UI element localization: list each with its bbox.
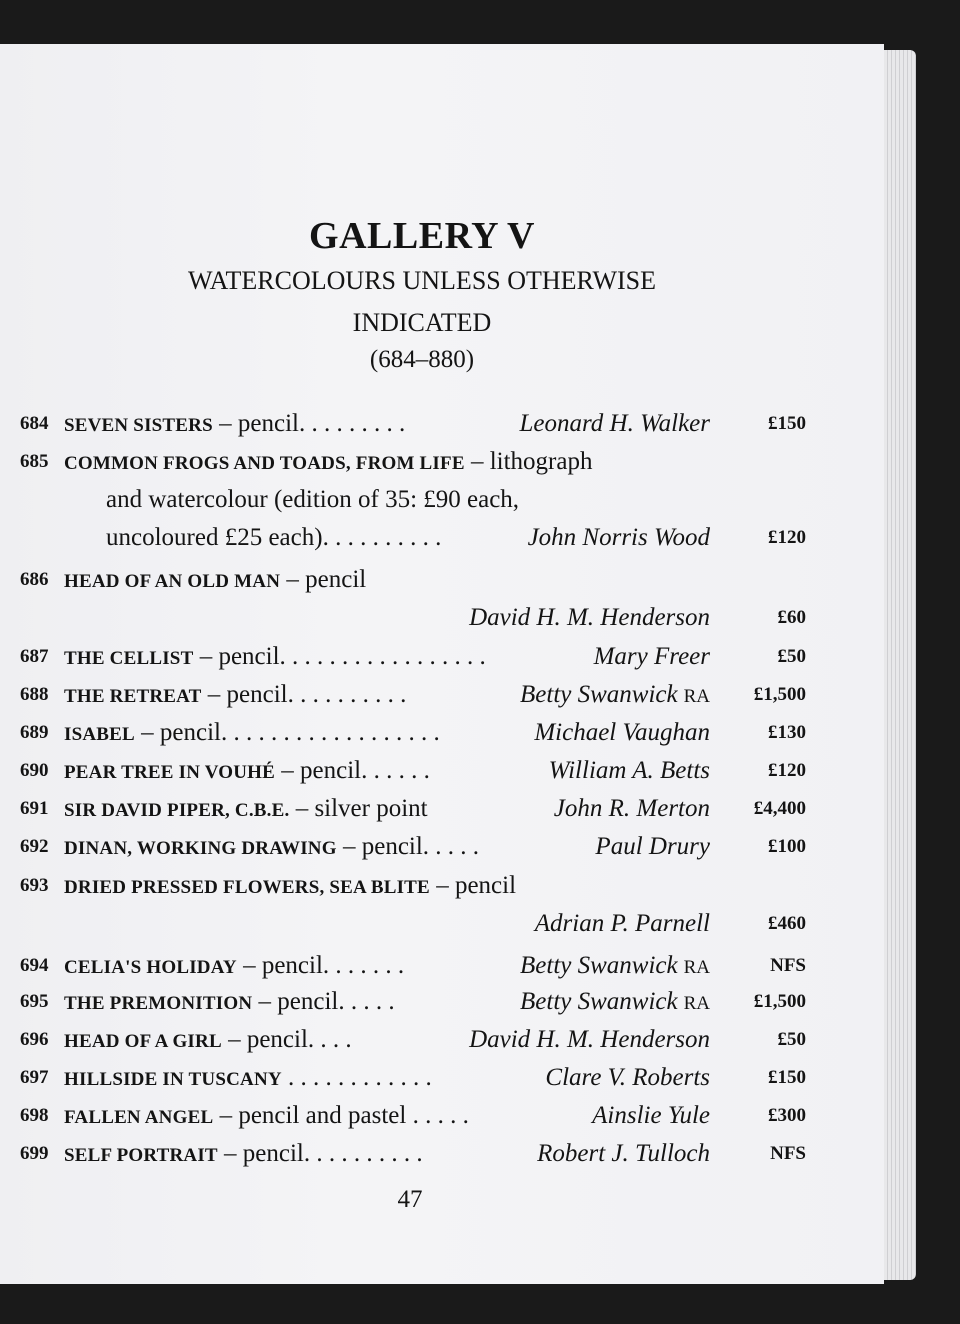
entry-artist: David H. M. Henderson	[469, 604, 710, 631]
gallery-subtitle-line1: WATERCOLOURS UNLESS OTHERWISE	[187, 266, 656, 295]
entry-medium: – silver point	[289, 795, 428, 822]
entry-medium: – pencil. . . . .	[336, 833, 480, 860]
entry-continuation-text: uncoloured £25 each). . . . . . . . . .	[106, 524, 442, 551]
entry-price: £1,500	[753, 684, 806, 705]
catalogue-entry-continuation	[20, 905, 806, 943]
entry-number: 691	[20, 798, 49, 819]
entry-title: DINAN, WORKING DRAWING	[64, 838, 337, 859]
gallery-header	[0, 214, 844, 378]
entry-price: £60	[777, 607, 806, 628]
entry-artist: John Norris Wood	[527, 524, 710, 551]
entry-medium: – pencil. . . . . . . . . . . . . . . . . .	[134, 719, 440, 746]
entry-medium: – pencil. . . . . . . . . . . . . . . . .	[193, 643, 486, 670]
entry-artist: Leonard H. Walker	[519, 410, 710, 437]
entry-number: 685	[20, 451, 49, 472]
catalogue-entry	[20, 1059, 806, 1097]
entry-artist: Adrian P. Parnell	[534, 910, 710, 937]
entry-medium: – pencil	[429, 872, 517, 899]
entry-artist: Robert J. Tulloch	[537, 1140, 710, 1167]
page-number: 47	[397, 1186, 423, 1213]
catalogue-entry	[20, 983, 806, 1021]
entry-artist: William A. Betts	[548, 757, 710, 784]
entry-artist: Clare V. Roberts	[545, 1064, 710, 1091]
entry-artist	[520, 947, 710, 987]
catalogue-entry-continuation	[20, 519, 806, 557]
catalogue-entry-continuation	[20, 599, 806, 637]
entry-medium: – pencil. . . . .	[252, 988, 395, 1015]
entry-price: £4,400	[753, 798, 806, 819]
catalogue-entry	[20, 714, 806, 752]
entry-artist-name: Betty Swanwick	[520, 952, 678, 979]
entry-artist: Paul Drury	[595, 833, 710, 860]
entry-title: THE PREMONITION	[64, 993, 253, 1014]
entry-artist: David H. M. Henderson	[469, 1026, 710, 1053]
catalogue-entry-continuation	[20, 481, 806, 519]
entry-medium: – pencil. . . . . . . . . .	[201, 681, 407, 708]
entry-title: PEAR TREE IN VOUHÉ	[64, 762, 276, 783]
entry-artist-name: Betty Swanwick	[520, 681, 678, 708]
entry-price: £150	[768, 1067, 806, 1088]
entry-number: 686	[20, 569, 49, 590]
entry-title: THE CELLIST	[64, 648, 194, 669]
entry-medium: – pencil. . . .	[221, 1026, 352, 1053]
entry-title: DRIED PRESSED FLOWERS, SEA BLITE	[64, 877, 430, 898]
entry-medium: – pencil and pastel . . . . .	[213, 1102, 469, 1129]
entry-number: 690	[20, 760, 49, 781]
entry-artist	[520, 676, 710, 716]
entry-price: NFS	[770, 1143, 806, 1164]
entry-title: SIR DAVID PIPER, C.B.E.	[64, 800, 290, 821]
catalogue-entry	[20, 867, 806, 905]
entry-number: 692	[20, 836, 49, 857]
entry-medium: . . . . . . . . . . . .	[281, 1064, 432, 1091]
entry-price: £150	[768, 413, 806, 434]
entry-number: 699	[20, 1143, 49, 1164]
catalogue-entry	[20, 828, 806, 866]
entry-price: £1,500	[753, 991, 806, 1012]
entry-number: 684	[20, 413, 49, 434]
entry-number: 698	[20, 1105, 49, 1126]
entry-medium: – lithograph	[464, 448, 593, 475]
catalogue-entry	[20, 561, 806, 599]
entry-number: 688	[20, 684, 49, 705]
entry-price: £50	[777, 1029, 806, 1050]
entry-medium: – pencil	[280, 566, 367, 593]
entry-medium: – pencil. . . . . . .	[236, 952, 405, 979]
catalogue-entry	[20, 676, 806, 714]
catalogue-range: (684–880)	[369, 346, 475, 373]
entry-price: £120	[768, 527, 806, 548]
catalogue-entry	[20, 1135, 806, 1173]
entry-number: 694	[20, 955, 49, 976]
catalogue-entry	[20, 752, 806, 790]
entry-title: HEAD OF AN OLD MAN	[64, 571, 281, 592]
entry-artist-name: Betty Swanwick	[520, 988, 678, 1015]
catalogue-entry	[20, 1097, 806, 1135]
entry-medium: – pencil. . . . . . . . .	[212, 410, 406, 437]
entry-price: £100	[768, 836, 806, 857]
entry-artist: Ainslie Yule	[592, 1102, 710, 1129]
entry-title: HEAD OF A GIRL	[64, 1031, 222, 1052]
entry-ra-suffix: RA	[683, 957, 710, 978]
entry-medium: – pencil. . . . . . . . . .	[217, 1140, 423, 1167]
entry-title: ISABEL	[64, 724, 135, 745]
entry-title: FALLEN ANGEL	[64, 1107, 214, 1128]
entry-title: CELIA'S HOLIDAY	[64, 957, 237, 978]
entry-title: THE RETREAT	[64, 686, 202, 707]
entry-artist	[520, 983, 710, 1023]
catalogue-entry	[20, 1021, 806, 1059]
entry-title: COMMON FROGS AND TOADS, FROM LIFE	[64, 453, 465, 474]
entry-number: 696	[20, 1029, 49, 1050]
entry-artist: Mary Freer	[593, 643, 710, 670]
entry-number: 687	[20, 646, 49, 667]
entry-ra-suffix: RA	[683, 686, 710, 707]
entry-number: 697	[20, 1067, 49, 1088]
entry-title: SEVEN SISTERS	[64, 415, 213, 436]
entry-price: NFS	[770, 955, 806, 976]
catalogue-page	[0, 44, 884, 1284]
entry-ra-suffix: RA	[683, 993, 710, 1014]
entry-price: £130	[768, 722, 806, 743]
catalogue-entry	[20, 947, 806, 985]
catalogue-entry	[20, 790, 806, 828]
entry-price: £300	[768, 1105, 806, 1126]
entry-continuation-text: and watercolour (edition of 35: £90 each,	[106, 486, 520, 513]
entry-title: HILLSIDE IN TUSCANY	[64, 1069, 282, 1090]
entry-artist: John R. Merton	[553, 795, 710, 822]
catalogue-entry	[20, 638, 806, 676]
entry-medium: – pencil. . . . . .	[275, 757, 430, 784]
entry-number: 695	[20, 991, 49, 1012]
gallery-title: GALLERY V	[309, 215, 535, 257]
catalogue-entry	[20, 405, 806, 443]
entry-number: 693	[20, 875, 49, 896]
entry-price: £120	[768, 760, 806, 781]
catalogue-entry	[20, 443, 806, 481]
entry-artist: Michael Vaughan	[534, 719, 710, 746]
entry-title: SELF PORTRAIT	[64, 1145, 218, 1166]
entry-price: £50	[777, 646, 806, 667]
entry-price: £460	[768, 913, 806, 934]
entry-number: 689	[20, 722, 49, 743]
gallery-subtitle-line2: INDICATED	[352, 308, 492, 337]
